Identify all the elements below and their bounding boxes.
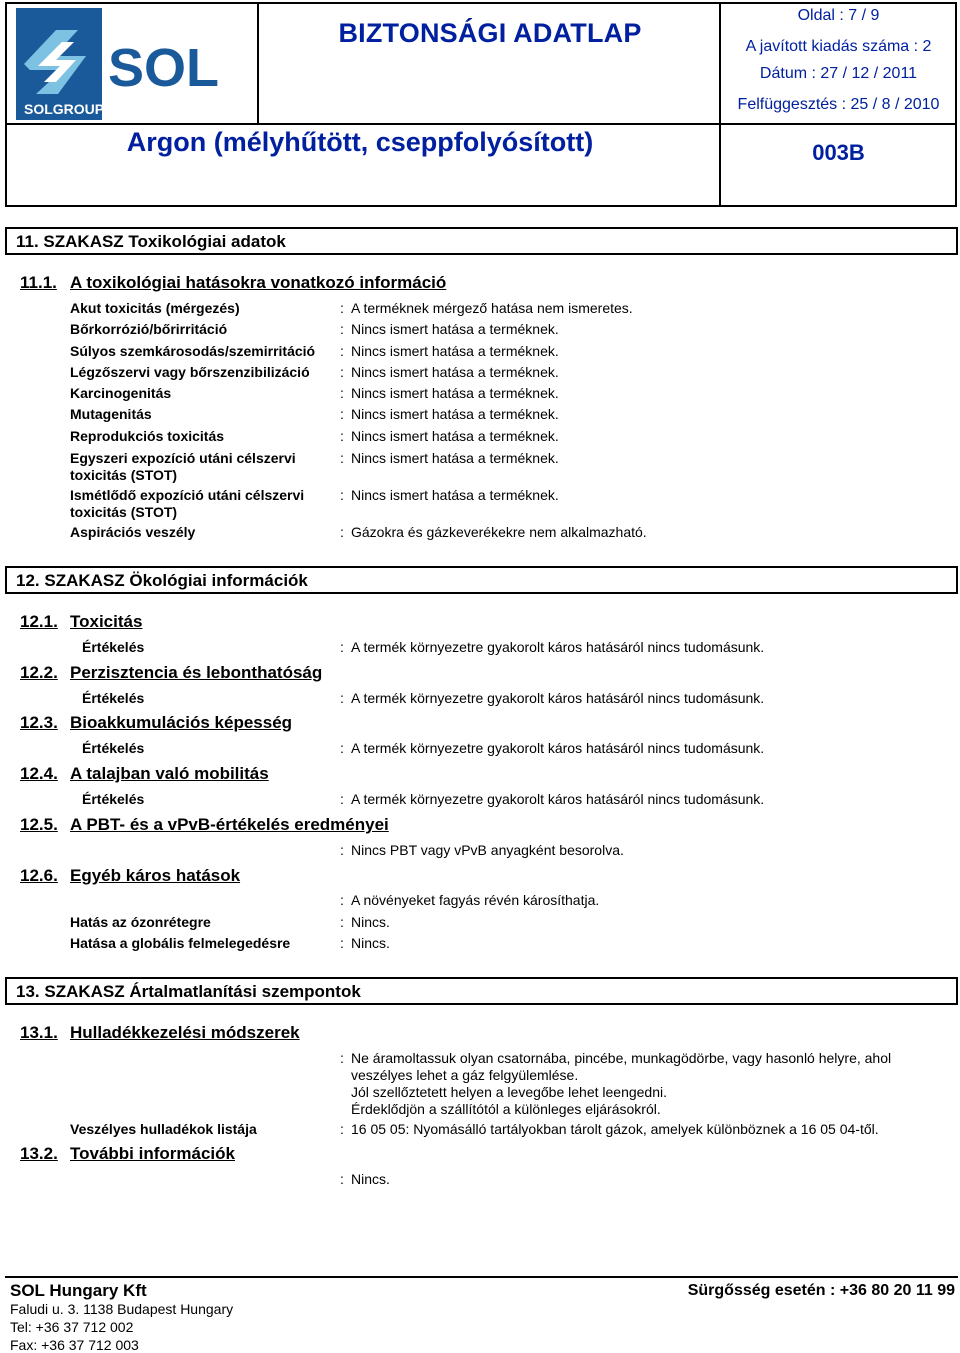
logo-subtext: SOLGROUP <box>24 101 105 117</box>
subsection-13-1 <box>20 1023 300 1043</box>
subsection-title: A toxikológiai hatásokra vonatkozó információ <box>70 273 447 292</box>
ozone-label: Hatás az ózonrétegre <box>70 914 211 930</box>
emergency-phone: Sürgősség esetén : +36 80 20 11 99 <box>687 1282 955 1299</box>
evaluation-label: Értékelés <box>82 690 145 706</box>
subsection-number: 12.4. <box>20 764 58 783</box>
subsection-number: 12.1. <box>20 612 58 631</box>
company-name: SOL Hungary Kft <box>10 1281 147 1300</box>
tox-value: : Nincs ismert hatása a terméknek. <box>340 321 559 337</box>
subsection-title: A talajban való mobilitás <box>70 764 269 783</box>
evaluation-label: Értékelés <box>82 791 145 807</box>
tox-value: : Nincs ismert hatása a terméknek. <box>340 385 559 401</box>
evaluation-value: : A termék környezetre gyakorolt káros hatásáról nincs tudomásunk. <box>340 690 765 706</box>
tox-label: Légzőszervi vagy bőrszenzibilizáció <box>70 364 310 380</box>
header-divider <box>257 2 259 124</box>
subsection-number: 13.1. <box>20 1023 58 1042</box>
footer-divider <box>5 1276 958 1278</box>
subsection-12-2 <box>20 663 322 683</box>
tox-label: Mutagenitás <box>70 406 152 422</box>
tox-label: Reprodukciós toxicitás <box>70 428 225 444</box>
logo-text: SOL <box>108 38 220 98</box>
warming-value: : Nincs. <box>340 935 390 951</box>
subsection-title: Hulladékkezelési módszerek <box>70 1023 300 1042</box>
waste-list-value: : 16 05 05: Nyomásálló tartályokban tárolt gázok, amelyek különböznek a 16 05 04-től. <box>340 1121 879 1137</box>
page-number: Oldal : 7 / 9 <box>797 7 880 24</box>
subsection-title: Toxicitás <box>70 612 143 631</box>
tox-value: : Nincs ismert hatása a terméknek. <box>340 406 559 422</box>
subsection-number: 11.1. <box>20 273 57 292</box>
evaluation-value: : A termék környezetre gyakorolt káros hatásáról nincs tudomásunk. <box>340 639 765 655</box>
tox-value: : Nincs ismert hatása a terméknek. <box>340 487 559 503</box>
tox-value: : Nincs ismert hatása a terméknek. <box>340 450 559 466</box>
subsection-11-1 <box>20 273 446 293</box>
section-13-title: 13. SZAKASZ Ártalmatlanítási szempontok <box>5 977 958 1005</box>
tox-label: Ismétlődő expozíció utáni célszervi toxicitás (STOT) <box>70 487 305 520</box>
tox-label: Bőrkorrózió/bőrirritáció <box>70 321 228 337</box>
tox-value: : Gázokra és gázkeverékekre nem alkalmazható. <box>340 524 647 540</box>
subsection-12-5 <box>20 815 389 835</box>
warming-label: Hatása a globális felmelegedésre <box>70 935 291 951</box>
tox-value: : Nincs ismert hatása a terméknek. <box>340 428 559 444</box>
tox-label: Aspirációs veszély <box>70 524 196 540</box>
subsection-number: 12.3. <box>20 713 58 732</box>
subsection-number: 12.2. <box>20 663 58 682</box>
issue-date: Dátum : 27 / 12 / 2011 <box>759 65 918 82</box>
subsection-number: 12.6. <box>20 866 58 885</box>
pbt-value: : Nincs PBT vagy vPvB anyagként besorolva. <box>340 842 624 858</box>
waste-list-label: Veszélyes hulladékok listája <box>70 1121 257 1137</box>
tox-label: Súlyos szemkárosodás/szemirritáció <box>70 343 316 359</box>
tox-label: Karcinogenitás <box>70 385 172 401</box>
sol-logo <box>16 8 246 120</box>
subsection-title: A PBT- és a vPvB-értékelés eredményei <box>70 815 389 834</box>
subsection-number: 13.2. <box>20 1144 58 1163</box>
subsection-12-6 <box>20 866 240 886</box>
evaluation-value: : A termék környezetre gyakorolt káros hatásáról nincs tudomásunk. <box>340 740 765 756</box>
subsection-12-1 <box>20 612 142 632</box>
subsection-13-2 <box>20 1144 235 1164</box>
further-info-value: : Nincs. <box>340 1171 390 1187</box>
section-12-title: 12. SZAKASZ Ökológiai információk <box>5 566 958 594</box>
company-fax: Fax: +36 37 712 003 <box>10 1337 139 1353</box>
subsection-title: További információk <box>70 1144 235 1163</box>
subsection-12-4 <box>20 764 269 784</box>
company-phone: Tel: +36 37 712 002 <box>10 1319 134 1335</box>
ozone-value: : Nincs. <box>340 914 390 930</box>
product-code: 003B <box>812 140 865 165</box>
tox-label: Akut toxicitás (mérgezés) <box>70 300 240 316</box>
document-title: BIZTONSÁGI ADATLAP <box>338 18 642 48</box>
evaluation-label: Értékelés <box>82 740 145 756</box>
subsection-12-3 <box>20 713 292 733</box>
supersedes-date: Felfüggesztés : 25 / 8 / 2010 <box>737 96 940 113</box>
tox-value: : Nincs ismert hatása a terméknek. <box>340 364 559 380</box>
tox-label: Egyszeri expozíció utáni célszervi toxicitás (STOT) <box>70 450 296 483</box>
subsection-title: Bioakkumulációs képesség <box>70 713 293 732</box>
subsection-number: 12.5. <box>20 815 58 834</box>
product-name: Argon (mélyhűtött, cseppfolyósított) <box>126 127 594 157</box>
disposal-methods-value: : Ne áramoltassuk olyan csatornába, pincébe, munkagödörbe, vagy hasonló helyre, ahol veszélyes lehet a gáz felgyülemlése. Jól szellőztetett helyen a levegőbe lehet leengedni. Érdeklődjön a szállítótól a különleges eljárásokról. <box>340 1050 892 1117</box>
header-divider <box>719 2 721 207</box>
evaluation-label: Értékelés <box>82 639 145 655</box>
header-divider <box>5 123 957 125</box>
tox-value: : A terméknek mérgező hatása nem ismeretes. <box>340 300 633 316</box>
tox-value: : Nincs ismert hatása a terméknek. <box>340 343 559 359</box>
revision-number: A javított kiadás száma : 2 <box>745 38 932 55</box>
section-11-title: 11. SZAKASZ Toxikológiai adatok <box>5 227 958 255</box>
other-effects-value: : A növényeket fagyás révén károsíthatja. <box>340 892 600 908</box>
company-address: Faludi u. 3. 1138 Budapest Hungary <box>10 1301 234 1317</box>
subsection-title: Perzisztencia és lebonthatóság <box>70 663 323 682</box>
subsection-title: Egyéb káros hatások <box>70 866 241 885</box>
evaluation-value: : A termék környezetre gyakorolt káros hatásáról nincs tudomásunk. <box>340 791 765 807</box>
